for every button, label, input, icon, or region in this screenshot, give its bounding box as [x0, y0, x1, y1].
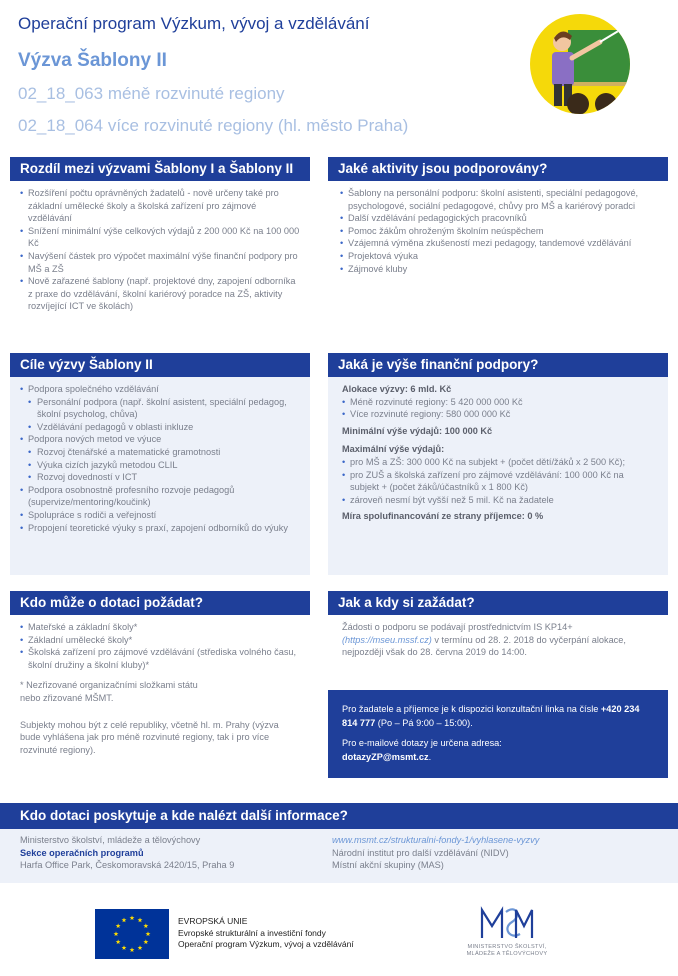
call-name: Výzva Šablony II — [18, 50, 167, 71]
msmt-line-2: MLÁDEŽE A TĚLOVÝCHOVY — [466, 951, 548, 957]
list-item: • Navýšení částek pro výpočet maximální výše finanční podpory pro MŠ a ZŠ — [20, 250, 300, 275]
esif-label: Evropské strukturální a investiční fondy — [178, 927, 326, 938]
teacher-circle-logo — [528, 12, 662, 116]
eu-text — [178, 916, 354, 951]
list-item: • Zájmové kluby — [340, 263, 656, 276]
list-item: • Podpora nových metod ve výuce — [20, 433, 300, 446]
list-item: • Školská zařízení pro zájmové vzdělávání (střediska volného času, školní družiny a školní kluby)* — [20, 646, 300, 671]
region-code-2: 02_18_064 více rozvinuté regiony (hl. město Praha) — [18, 116, 409, 135]
contact-box — [328, 690, 668, 778]
list-item: • Rozvoj dovedností v ICT — [20, 471, 300, 484]
list-item: • Rozšíření počtu oprávněných žadatelů - nově určeny také pro základní umělecké školy a školská zařízení pro zájmové vzdělávání — [20, 187, 300, 225]
section-header: Kdo dotaci poskytuje a kde nalézt další informace? — [0, 803, 678, 829]
list-item: • pro MŠ a ZŠ: 300 000 Kč na subjekt + (počet dětí/žáků x 2 500 Kč); — [342, 456, 654, 469]
list-item: • Výuka cizích jazyků metodou CLIL — [20, 459, 300, 472]
section-header: Kdo může o dotaci požádat? — [10, 591, 310, 615]
section-eligible — [10, 591, 310, 781]
region-code-1: 02_18_063 méně rozvinuté regiony — [18, 84, 285, 103]
application-deadline: v termínu od 28. 2. 2018 do vyčerpání alokace, nejpozději však do 28. června 2019 do 14:00. — [342, 634, 626, 658]
list-item: • Další vzdělávání pedagogických pracovníků — [340, 212, 656, 225]
list-item: • Základní umělecké školy* — [20, 634, 300, 647]
list-item: • Více rozvinuté regiony: 580 000 000 Kč — [342, 408, 654, 421]
msmt-logo — [476, 904, 536, 942]
min-expense: Minimální výše výdajů: 100 000 Kč — [342, 425, 493, 436]
ministry-name: Ministerstvo školství, mládeže a tělovýchovy — [20, 835, 201, 845]
list-item: • Vzájemná výměna zkušeností mezi pedagogy, tandemové vzdělávání — [340, 237, 656, 250]
list-item: • Propojení teoretické výuky s praxí, zapojení odborníků do výuky — [20, 522, 300, 535]
list-item: • Pomoc žákům ohroženým školním neúspěchem — [340, 225, 656, 238]
list-item: • Snížení minimální výše celkových výdajů z 200 000 Kč na 100 000 Kč — [20, 225, 300, 250]
list-item: • pro ZUŠ a školská zařízení pro zájmové vzdělávání: 100 000 Kč na subjekt + (počet žáků/účastníků x 1 800 Kč) — [342, 469, 654, 494]
list-item: • Podpora společného vzdělávání — [20, 383, 300, 396]
nidv-name: Národní institut pro další vzdělávání (NIDV) — [332, 847, 509, 858]
list-item: • Personální podpora (např. školní asistent, speciální pedagog, školní psycholog, chůva) — [20, 396, 300, 421]
msmt-text — [452, 944, 562, 958]
list-item: • Šablony na personální podporu: školní asistenti, speciální pedagogové, psychologové, sociální pedagogové, chůvy pro MŠ a kariérový poradci — [340, 187, 656, 212]
section-header: Jaká je výše finanční podpory? — [328, 353, 668, 377]
list-item: • Projektová výuka — [340, 250, 656, 263]
list-item: • Spolupráce s rodiči a veřejností — [20, 509, 300, 522]
eligibility-note: Subjekty mohou být z celé republiky, včetně hl. m. Prahy (výzva bude vyhlášena jak pro méně rozvinuté regiony, tak i pro více rozvinuté regiony). — [20, 719, 279, 755]
section-funding — [328, 353, 668, 575]
allocation-heading: Alokace výzvy: 6 mld. Kč — [342, 384, 452, 394]
eu-flag — [95, 909, 169, 959]
op-label: Operační program Výzkum, vývoj a vzdělávání — [178, 939, 354, 949]
footnote: * Nezřizované organizačními složkami státu nebo zřizované MŠMT. — [20, 680, 198, 703]
section-goals — [10, 353, 310, 575]
email-period: . — [428, 752, 432, 762]
hotline-phone[interactable]: +420 234 814 777 — [342, 704, 640, 728]
max-expense-heading: Maximální výše výdajů: — [342, 444, 445, 455]
ministry-address: Harfa Office Park, Českomoravská 2420/15, Praha 9 — [20, 860, 235, 871]
mas-name: Místní akční skupiny (MAS) — [332, 860, 444, 871]
department-name: Sekce operačních programů — [20, 847, 144, 858]
list-item: • Nově zařazené šablony (např. projektové dny, zapojení odborníka z praxe do vzdělávání, školní kariérový poradce na ZŠ, aktivity rozvíjející ICT ve školách) — [20, 275, 300, 313]
list-item: • Vzdělávání pedagogů v oblasti inkluze — [20, 421, 300, 434]
section-how-to-apply — [328, 591, 668, 689]
list-item: • zároveň nesmí být vyšší než 5 mil. Kč na žadatele — [342, 494, 654, 507]
section-activities — [328, 157, 668, 337]
email-address[interactable]: dotazyZP@msmt.cz — [342, 752, 429, 762]
application-link[interactable]: (https://mseu.mssf.cz) — [342, 634, 432, 645]
email-text: Pro e-mailové dotazy je určena adresa: — [342, 738, 502, 748]
eu-label: EVROPSKÁ UNIE — [178, 916, 248, 926]
section-header: Jak a kdy si zažádat? — [328, 591, 668, 615]
section-header: Jaké aktivity jsou podporovány? — [328, 157, 668, 181]
hotline-hours: (Po – Pá 9:00 – 15:00). — [375, 718, 473, 728]
list-item: • Méně rozvinuté regiony: 5 420 000 000 Kč — [342, 396, 654, 409]
application-text: Žádosti o podporu se podávají prostřednictvím IS KP14+ — [342, 622, 573, 632]
list-item: • Rozvoj čtenářské a matematické gramotnosti — [20, 446, 300, 459]
list-item: • Mateřské a základní školy* — [20, 621, 300, 634]
cofinancing-rate: Míra spolufinancování ze strany příjemce: 0 % — [342, 511, 544, 522]
hotline-text: Pro žadatele a příjemce je k dispozici konzultační linka na čísle — [342, 704, 601, 714]
list-item: • Podpora osobnostně profesního rozvoje pedagogů (supervize/mentoring/koučink) — [20, 484, 300, 509]
msmt-line-1: MINISTERSTVO ŠKOLSTVÍ, — [467, 944, 547, 950]
section-header: Rozdíl mezi výzvami Šablony I a Šablony II — [10, 157, 310, 181]
info-link[interactable]: www.msmt.cz/strukturalni-fondy-1/vyhlasene-vyzvy — [332, 835, 540, 845]
section-header: Cíle výzvy Šablony II — [10, 353, 310, 377]
section-provider — [0, 803, 678, 883]
page-title: Operační program Výzkum, vývoj a vzdělávání — [18, 14, 370, 33]
section-differences — [10, 157, 310, 337]
